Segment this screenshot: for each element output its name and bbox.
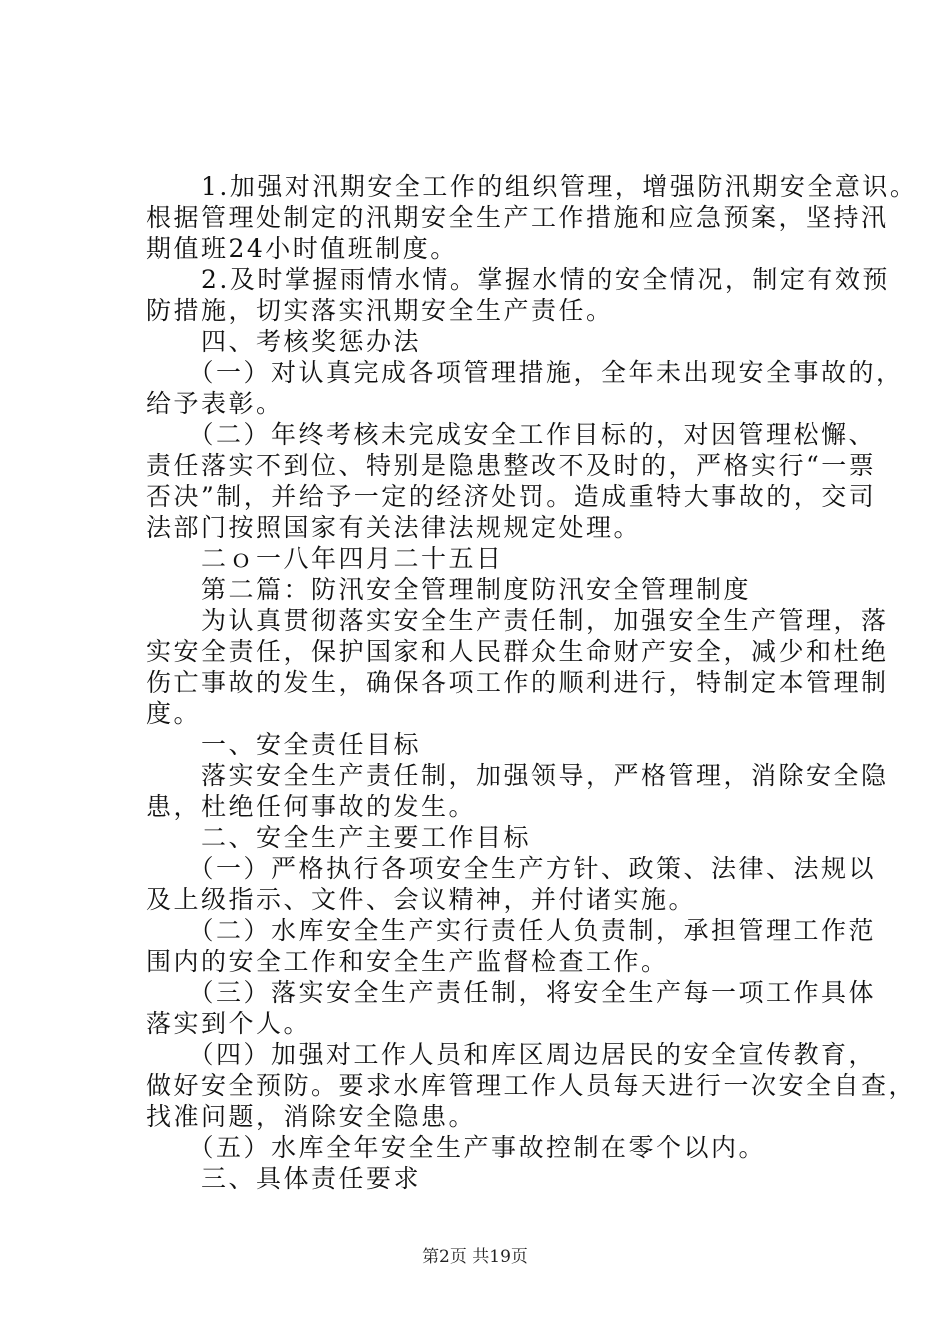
text-line: （一）严格执行各项安全生产方针、政策、法律、法规以 <box>146 854 877 883</box>
text-line: 三、具体责任要求 <box>146 1164 422 1193</box>
text-line: 围内的安全工作和安全生产监督检查工作。 <box>146 947 669 976</box>
text-line: 一、安全责任目标 <box>146 730 422 759</box>
text-line: （四）加强对工作人员和库区周边居民的安全宣传教育， <box>146 1040 877 1069</box>
text-line: 根据管理处制定的汛期安全生产工作措施和应急预案，坚持汛 <box>146 203 889 232</box>
text-line: 责任落实不到位、特别是隐患整改不及时的，严格实行“一票 <box>146 451 877 480</box>
text-line: 二ｏ一八年四月二十五日 <box>146 544 504 573</box>
text-line: 2.及时掌握雨情水情。掌握水情的安全情况，制定有效预 <box>146 265 890 294</box>
text-line: 做好安全预防。要求水库管理工作人员每天进行一次安全自查， <box>146 1071 917 1100</box>
text-line: 二、安全生产主要工作目标 <box>146 823 532 852</box>
text-line: 1.加强对汛期安全工作的组织管理，增强防汛期安全意识。 <box>146 172 918 201</box>
text-line: 给予表彰。 <box>146 389 284 418</box>
document-body <box>146 171 918 1194</box>
text-line: 四、考核奖惩办法 <box>146 327 422 356</box>
text-line: （二）年终考核未完成安全工作目标的，对因管理松懈、 <box>146 420 877 449</box>
text-line: 患，杜绝任何事故的发生。 <box>146 792 477 821</box>
text-line: 法部门按照国家有关法律法规规定处理。 <box>146 513 642 542</box>
text-line: 期值班24小时值班制度。 <box>146 234 458 263</box>
text-line: 实安全责任，保护国家和人民群众生命财产安全，减少和杜绝 <box>146 637 889 666</box>
text-line: （五）水库全年安全生产事故控制在零个以内。 <box>146 1133 767 1162</box>
text-line: 落实到个人。 <box>146 1009 312 1038</box>
text-line: （三）落实安全生产责任制，将安全生产每一项工作具体 <box>146 978 877 1007</box>
text-line: 防措施，切实落实汛期安全生产责任。 <box>146 296 614 325</box>
text-line: 度。 <box>146 699 202 728</box>
text-line: （二）水库安全生产实行责任人负责制，承担管理工作范 <box>146 916 877 945</box>
text-line: 及上级指示、文件、会议精神，并付诸实施。 <box>146 885 697 914</box>
text-line: 否决”制，并给予一定的经济处罚。造成重特大事故的，交司 <box>146 482 877 511</box>
text-line: （一）对认真完成各项管理措施，全年未出现安全事故的， <box>146 358 904 387</box>
text-line: 为认真贯彻落实安全生产责任制，加强安全生产管理，落 <box>146 606 889 635</box>
text-line: 找准问题，消除安全隐患。 <box>146 1102 477 1131</box>
text-line: 伤亡事故的发生，确保各项工作的顺利进行，特制定本管理制 <box>146 668 889 697</box>
page-number-footer: 第2页 共19页 <box>422 1247 528 1267</box>
text-line: 落实安全生产责任制，加强领导，严格管理，消除安全隐 <box>146 761 889 790</box>
section-title: 第二篇：防汛安全管理制度防汛安全管理制度 <box>146 575 752 604</box>
